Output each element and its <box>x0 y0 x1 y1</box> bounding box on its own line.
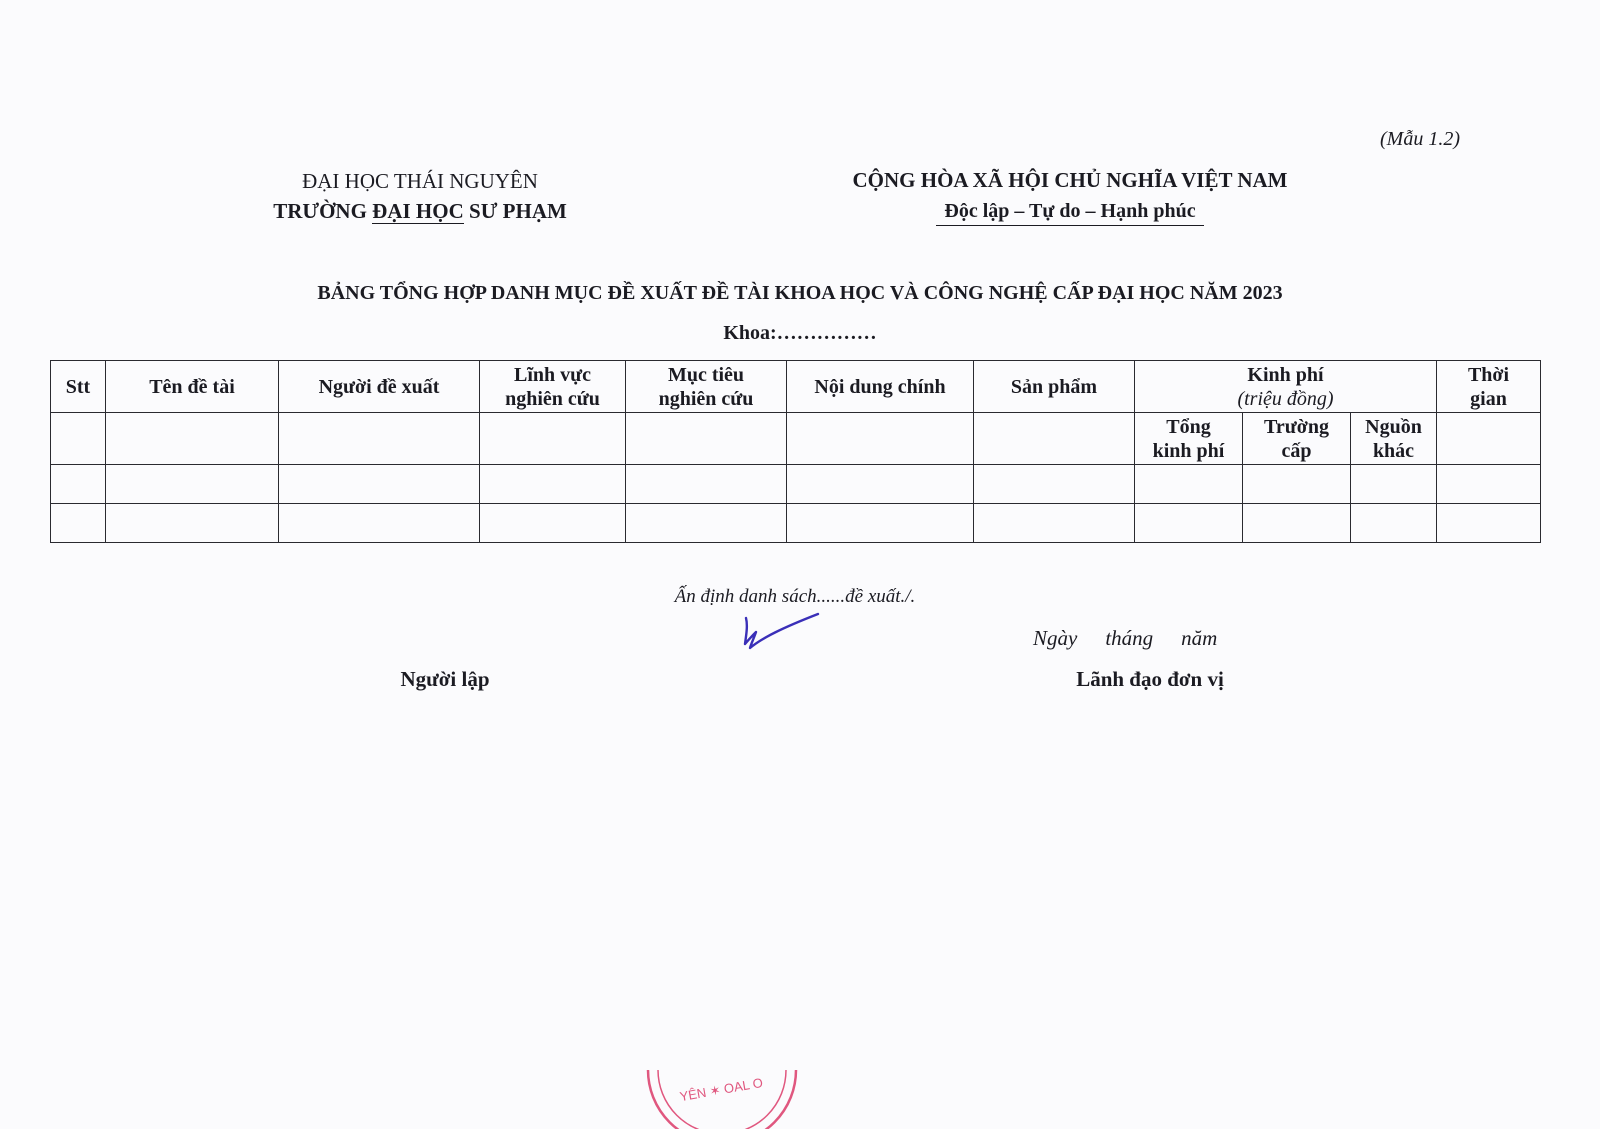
school-name-suffix: SƯ PHẠM <box>463 199 567 223</box>
col-stt: Stt <box>51 361 106 413</box>
subcol-tong-line2: kinh phí <box>1152 439 1225 462</box>
col-linh-vuc-line1: Lĩnh vực <box>513 363 592 386</box>
table-cell <box>51 465 106 504</box>
leader-signature-label: Lãnh đạo đơn vị <box>1076 667 1224 691</box>
table-cell <box>1437 413 1541 465</box>
national-title: CỘNG HÒA XÃ HỘI CHỦ NGHĨA VIỆT NAM <box>852 168 1288 192</box>
date-year-label: năm <box>1181 626 1218 650</box>
table-cell <box>51 504 106 543</box>
table-cell <box>1437 504 1541 543</box>
col-kinh-phi-unit: (triệu đồng) <box>1237 387 1334 410</box>
handwritten-initials <box>742 612 822 656</box>
col-ten-de-tai: Tên đề tài <box>106 361 279 413</box>
table-cell <box>1135 465 1243 504</box>
faculty-line: Khoa:…………… <box>723 322 877 344</box>
table-cell <box>279 465 480 504</box>
table-cell <box>974 504 1135 543</box>
table-cell <box>1135 504 1243 543</box>
col-muc-tieu-line1: Mục tiêu <box>667 363 745 386</box>
preparer-signature-label: Người lập <box>400 667 490 691</box>
table-cell <box>787 465 974 504</box>
table-cell <box>626 465 787 504</box>
col-muc-tieu-line2: nghiên cứu <box>658 387 754 410</box>
official-seal <box>642 1070 802 1129</box>
subcol-nguon-khac <box>1351 413 1437 465</box>
school-name-prefix: TRƯỜNG <box>273 199 373 223</box>
col-san-pham: Sản phẩm <box>974 361 1135 413</box>
parent-university: ĐẠI HỌC THÁI NGUYÊN <box>302 169 538 193</box>
col-kinh-phi-label: Kinh phí <box>1247 363 1324 386</box>
date-month-label: tháng <box>1105 626 1154 650</box>
school-name <box>240 196 600 226</box>
table-cell <box>1351 465 1437 504</box>
table-cell <box>480 465 626 504</box>
table-cell <box>1351 504 1437 543</box>
table-cell <box>480 413 626 465</box>
col-thoi-gian-line1: Thời <box>1467 363 1510 386</box>
col-nguoi-de-xuat: Người đề xuất <box>279 361 480 413</box>
table-row <box>51 504 1541 543</box>
col-linh-vuc <box>480 361 626 413</box>
table-cell <box>279 413 480 465</box>
col-kinh-phi <box>1135 361 1437 413</box>
col-thoi-gian-line2: gian <box>1470 387 1507 410</box>
col-thoi-gian <box>1437 361 1541 413</box>
form-code: (Mẫu 1.2) <box>1380 128 1460 150</box>
table-cell <box>51 413 106 465</box>
subcol-truong-cap <box>1243 413 1351 465</box>
table-cell <box>1437 465 1541 504</box>
institution-header <box>240 166 600 226</box>
national-header <box>820 165 1320 226</box>
subcol-truong-line1: Trường <box>1264 415 1329 438</box>
subcol-tong-kinh-phi <box>1135 413 1243 465</box>
subcol-nguon-line2: khác <box>1372 439 1415 462</box>
table-header-row <box>51 361 1541 413</box>
date-line <box>1033 626 1245 651</box>
table-cell <box>1243 465 1351 504</box>
table-row <box>51 465 1541 504</box>
table-cell <box>1243 504 1351 543</box>
subcol-nguon-line1: Nguồn <box>1365 415 1422 438</box>
table-cell <box>106 504 279 543</box>
table-cell <box>279 504 480 543</box>
col-muc-tieu <box>626 361 787 413</box>
date-day-label: Ngày <box>1033 626 1078 650</box>
table-cell <box>974 465 1135 504</box>
subcol-tong-line1: Tổng <box>1166 415 1211 438</box>
document-title: BẢNG TỔNG HỢP DANH MỤC ĐỀ XUẤT ĐỀ TÀI KHOA HỌC VÀ CÔNG NGHỆ CẤP ĐẠI HỌC NĂM 2023 <box>317 282 1283 304</box>
table-cell <box>106 413 279 465</box>
proposal-table <box>50 360 1541 543</box>
subcol-truong-line2: cấp <box>1281 439 1312 462</box>
col-noi-dung: Nội dung chính <box>787 361 974 413</box>
table-cell <box>106 465 279 504</box>
table-cell <box>480 504 626 543</box>
svg-text:YÊN ✶ OAL O: YÊN ✶ OAL O <box>678 1074 764 1105</box>
table-cell <box>787 504 974 543</box>
school-name-underlined: ĐẠI HỌC <box>372 199 464 223</box>
national-motto: Độc lập – Tự do – Hạnh phúc <box>936 198 1203 226</box>
table-cell <box>626 504 787 543</box>
table-cell <box>626 413 787 465</box>
table-cell <box>787 413 974 465</box>
closing-note: Ấn định danh sách......đề xuất./. <box>674 586 916 607</box>
col-linh-vuc-line2: nghiên cứu <box>505 387 600 410</box>
table-cell <box>974 413 1135 465</box>
table-subheader-row <box>51 413 1541 465</box>
